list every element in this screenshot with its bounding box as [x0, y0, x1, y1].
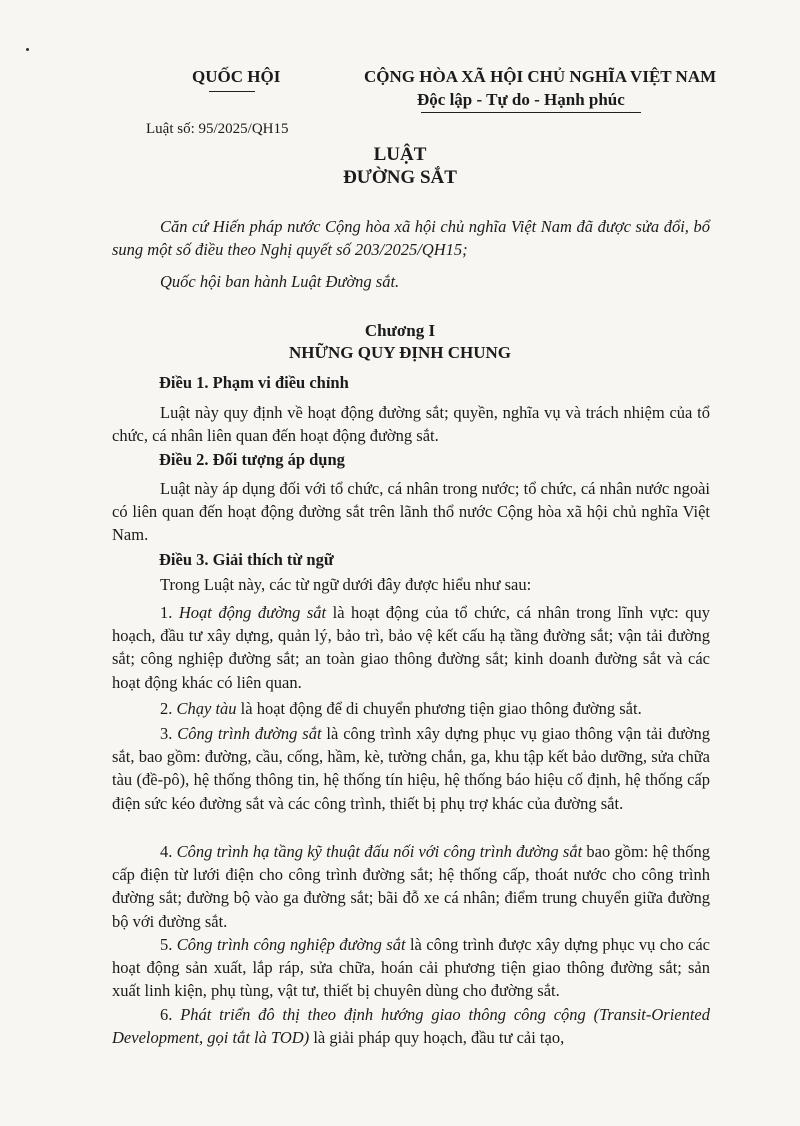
motto-underline [421, 112, 641, 113]
item-number: 5. [160, 935, 177, 954]
defined-term: Hoạt động đường sắt [178, 603, 327, 622]
article-2-text: Luật này áp dụng đối với tổ chức, cá nhân trong nước; tổ chức, cá nhân nước ngoài có liên quan đến hoạt động đường sắt trên lãnh thổ nước Cộng hòa xã hội chủ nghĩa Việt Nam. [112, 479, 710, 545]
defined-term: Chạy tàu [176, 699, 237, 718]
definition-text: là giải pháp quy hoạch, đầu tư cải tạo, [309, 1028, 565, 1048]
item-number: 1. [160, 603, 179, 622]
defined-term: Phát triển đô thị theo định hướng giao thông công cộng (Transit-Oriented Development, gọi tắt là TOD) [112, 1005, 711, 1048]
definition-text: bao gồm: hệ thống cấp điện từ lưới điện cho công trình đường sắt; hệ thống cấp, thoát nước cho công trình đường sắt; đường bộ vào ga đường sắt; bãi đỗ xe cá nhân; điểm trung chuyển giữa đường bộ với đường sắt. [112, 842, 710, 931]
issuer-name: QUỐC HỘI [192, 67, 281, 86]
defined-term: Công trình hạ tầng kỹ thuật đấu nối với công trình đường sắt [176, 842, 583, 861]
item-number: 2. [160, 699, 177, 718]
chapter-name: NHỮNG QUY ĐỊNH CHUNG [288, 343, 512, 362]
definition-text: là công trình được xây dựng phục vụ cho các hoạt động sản xuất, lắp ráp, sửa chữa, hoán cải phương tiện giao thông đường sắt; sản xuất linh kiện, phụ tùng, vật tư, thiết bị chuyên dùng cho đường sắt. [112, 935, 710, 1001]
definition-item-1 [112, 601, 710, 694]
article-3-intro: Trong Luật này, các từ ngữ dưới đây được hiểu như sau: [160, 575, 532, 594]
item-number: 3. [160, 724, 178, 743]
national-title: CỘNG HÒA XÃ HỘI CHỦ NGHĨA VIỆT NAM [364, 67, 717, 86]
preamble-basis: Căn cứ Hiến pháp nước Cộng hòa xã hội chủ nghĩa Việt Nam đã được sửa đổi, bổ sung một số điều theo Nghị quyết số 203/2025/QH15; [112, 217, 710, 260]
article-2-heading: Điều 2. Đối tượng áp dụng [159, 450, 345, 469]
defined-term: Công trình đường sắt [177, 724, 322, 743]
definition-item-2 [112, 697, 710, 720]
national-motto: Độc lập - Tự do - Hạnh phúc [417, 90, 625, 109]
item-number: 6. [160, 1005, 181, 1024]
defined-term: Công trình công nghiệp đường sắt [176, 935, 406, 954]
article-1-heading: Điều 1. Phạm vi điều chỉnh [159, 373, 349, 392]
law-number: Luật số: 95/2025/QH15 [146, 121, 289, 137]
article-3-heading: Điều 3. Giải thích từ ngữ [159, 550, 334, 569]
preamble-enactment: Quốc hội ban hành Luật Đường sắt. [160, 272, 400, 291]
issuer-underline [209, 91, 255, 92]
definition-item-3 [112, 722, 710, 815]
definition-text: là hoạt động để di chuyển phương tiện giao thông đường sắt. [236, 699, 642, 718]
definition-item-4 [112, 840, 710, 933]
chapter-number: Chương I [364, 321, 436, 340]
document-title: LUẬT [373, 144, 427, 165]
item-number: 4. [160, 842, 177, 861]
definition-item-6 [112, 1003, 710, 1049]
document-subtitle: ĐƯỜNG SẮT [343, 167, 457, 188]
definition-item-5 [112, 933, 710, 1003]
scan-speck [26, 48, 29, 51]
definition-text: là hoạt động của tổ chức, cá nhân trong lĩnh vực: quy hoạch, đầu tư xây dựng, quản lý, bảo trì, bảo vệ kết cấu hạ tầng đường sắt; vận tải đường sắt; công nghiệp đường sắt; an toàn giao thông đường sắt; kinh doanh đường sắt và các hoạt động khác có liên quan. [112, 603, 710, 692]
article-1-text: Luật này quy định về hoạt động đường sắt; quyền, nghĩa vụ và trách nhiệm của tổ chức, cá nhân liên quan đến hoạt động đường sắt. [112, 403, 710, 446]
definition-text: là công trình xây dựng phục vụ giao thông vận tải đường sắt, bao gồm: đường, cầu, cống, hầm, kè, tường chắn, ga, khu tập kết bảo dưỡng, sửa chữa tàu (đề-pô), hệ thống thông tin, hệ thống tín hiệu, hệ thống báo hiệu cố định, hệ thống cấp điện sức kéo đường sắt và các công trình, thiết bị phụ trợ khác của đường sắt. [112, 724, 710, 813]
